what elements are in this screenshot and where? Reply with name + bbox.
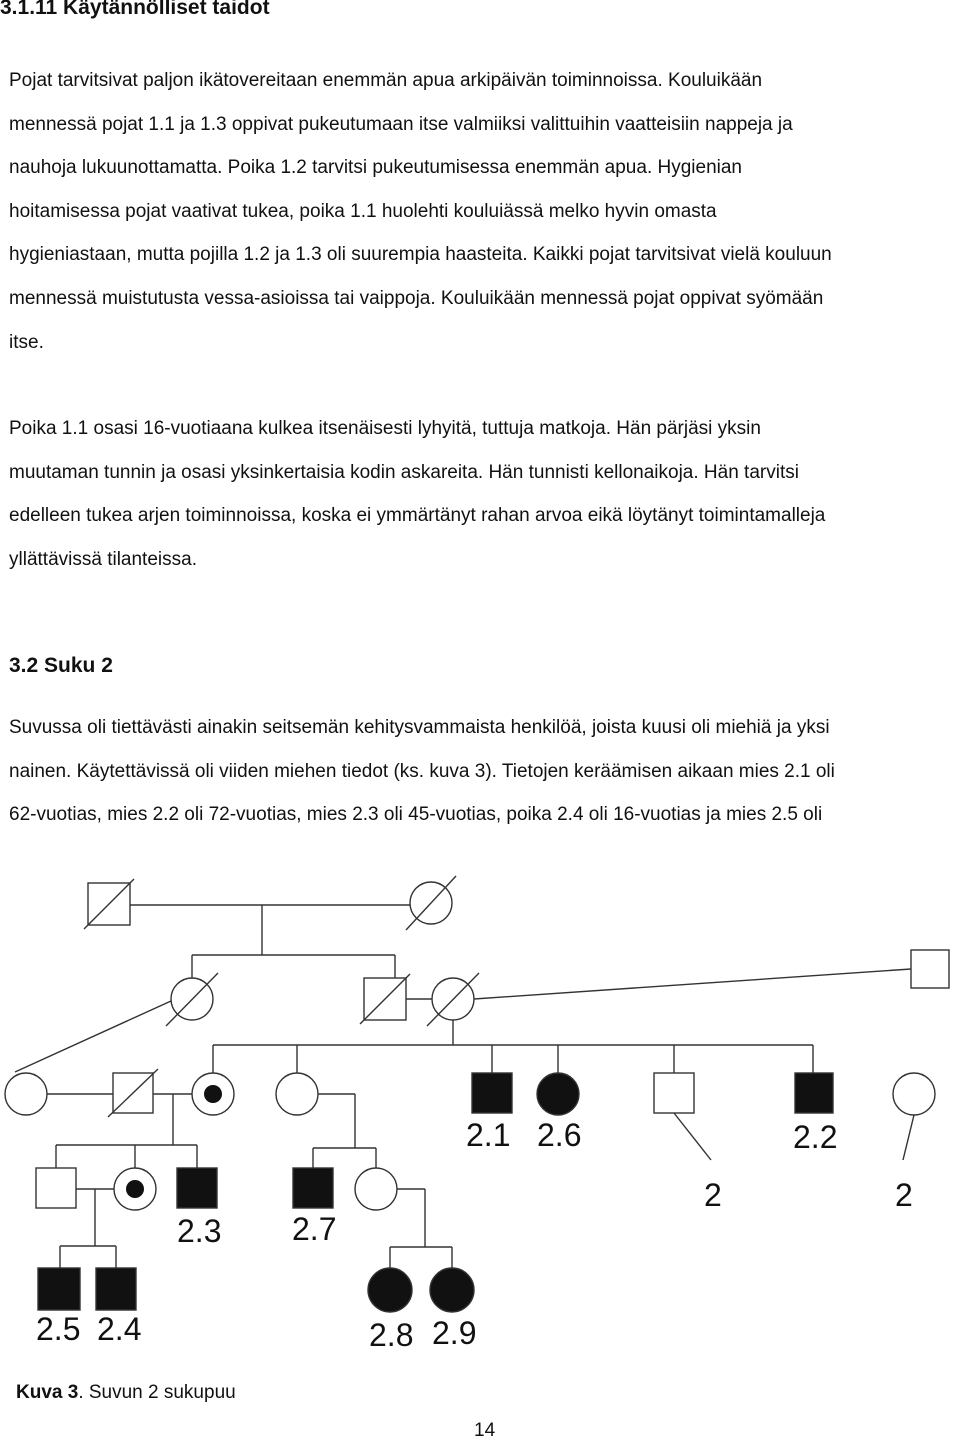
pedigree-label: 2.8 xyxy=(369,1317,414,1353)
pedigree-label: 2.7 xyxy=(292,1211,337,1247)
text-line: nainen. Käytettävissä oli viiden miehen tiedot (ks. kuva 3). Tietojen keräämisen aikaan mies 2.1 oli xyxy=(9,760,835,782)
text-line: Pojat tarvitsivat paljon ikätovereitaan enemmän apua arkipäivän toiminnoissa. Kouluikään xyxy=(9,70,763,91)
descent-line xyxy=(674,1113,711,1160)
pedigree-label: 2.6 xyxy=(537,1117,582,1153)
text-line: edelleen tukea arjen toiminnoissa, koska ei ymmärtänyt rahan arvoa eikä löytänyt toimintamalleja xyxy=(9,505,826,527)
text-line: Poika 1.1 osasi 16-vuotiaana kulkea itsenäisesti lyhyitä, tuttuja matkoja. Hän pärjäsi yksin xyxy=(9,418,761,439)
text-line: nauhoja lukuunottamatta. Poika 1.2 tarvitsi pukeutumisessa enemmän apua. Hygienian xyxy=(9,157,742,179)
pedigree-label: 2.1 xyxy=(466,1117,511,1153)
female-symbol xyxy=(355,1168,397,1210)
affected-male-symbol xyxy=(96,1268,136,1310)
affected-female-symbol xyxy=(368,1268,412,1312)
marriage-line xyxy=(474,969,911,999)
pedigree-label: 2.5 xyxy=(36,1311,81,1347)
pedigree-label: 2.2 xyxy=(793,1119,838,1155)
affected-female-symbol xyxy=(537,1073,579,1115)
pedigree-label: 2 xyxy=(704,1177,722,1213)
pedigree-label: 2.4 xyxy=(97,1311,142,1347)
text-line: hygieniastaan, mutta pojilla 1.2 ja 1.3 oli suurempia haasteita. Kaikki pojat tarvitsivat vielä kouluun xyxy=(9,244,832,266)
text-line: muutaman tunnin ja osasi yksinkertaisia kodin askareita. Hän tunnisti kellonaikoja. Hän tarvitsi xyxy=(9,461,799,483)
pedigree-label: 2 xyxy=(895,1177,913,1213)
affected-male-symbol xyxy=(472,1073,512,1113)
carrier-dot xyxy=(204,1085,222,1103)
section-2-heading: 3.2 Suku 2 xyxy=(9,654,113,677)
male-symbol xyxy=(911,950,949,988)
marriage-line xyxy=(15,1001,171,1072)
female-symbol xyxy=(5,1073,47,1115)
female-symbol xyxy=(893,1073,935,1115)
female-symbol xyxy=(276,1073,318,1115)
page-number: 14 xyxy=(474,1420,496,1441)
carrier-dot xyxy=(126,1180,144,1198)
text-line: itse. xyxy=(9,331,44,353)
affected-male-symbol xyxy=(38,1268,80,1310)
text-line: 62-vuotias, mies 2.2 oli 72-vuotias, mies 2.3 oli 45-vuotias, poika 2.4 oli 16-vuotias ja mies 2.5 oli xyxy=(9,804,823,826)
affected-female-symbol xyxy=(430,1268,474,1312)
pedigree-label: 2.9 xyxy=(432,1315,477,1351)
paragraph-family-2 xyxy=(9,706,959,837)
affected-male-symbol xyxy=(177,1168,217,1208)
affected-male-symbol xyxy=(795,1073,833,1113)
figure-caption xyxy=(16,1382,236,1404)
section-heading: 3.1.11 Käytännölliset taidot xyxy=(0,0,270,19)
text-line: hoitamisessa pojat vaativat tukea, poika 1.1 huolehti kouluiässä melko hyvin omasta xyxy=(9,200,717,222)
paragraph-boy-1-1 xyxy=(9,407,959,581)
text-line: mennessä muistutusta vessa-asioissa tai vaippoja. Kouluikään mennessä pojat oppivat syömään xyxy=(9,287,824,309)
caption-label: Kuva 3 xyxy=(16,1382,79,1403)
pedigree-chart xyxy=(0,855,960,1385)
text-line: mennessä pojat 1.1 ja 1.3 oppivat pukeutumaan itse valmiiksi valittuihin vaatteisiin nappeja ja xyxy=(9,113,793,135)
male-symbol xyxy=(654,1073,694,1113)
affected-male-symbol xyxy=(293,1168,333,1208)
male-symbol xyxy=(36,1168,76,1208)
paragraph-practical-skills xyxy=(9,59,959,364)
caption-text: . Suvun 2 sukupuu xyxy=(78,1382,236,1403)
pedigree-label: 2.3 xyxy=(177,1213,222,1249)
descent-line xyxy=(903,1115,914,1160)
text-line: yllättävissä tilanteissa. xyxy=(9,548,197,570)
text-line: Suvussa oli tiettävästi ainakin seitsemän kehitysvammaista henkilöä, joista kuusi oli miehiä ja yksi xyxy=(9,717,830,738)
